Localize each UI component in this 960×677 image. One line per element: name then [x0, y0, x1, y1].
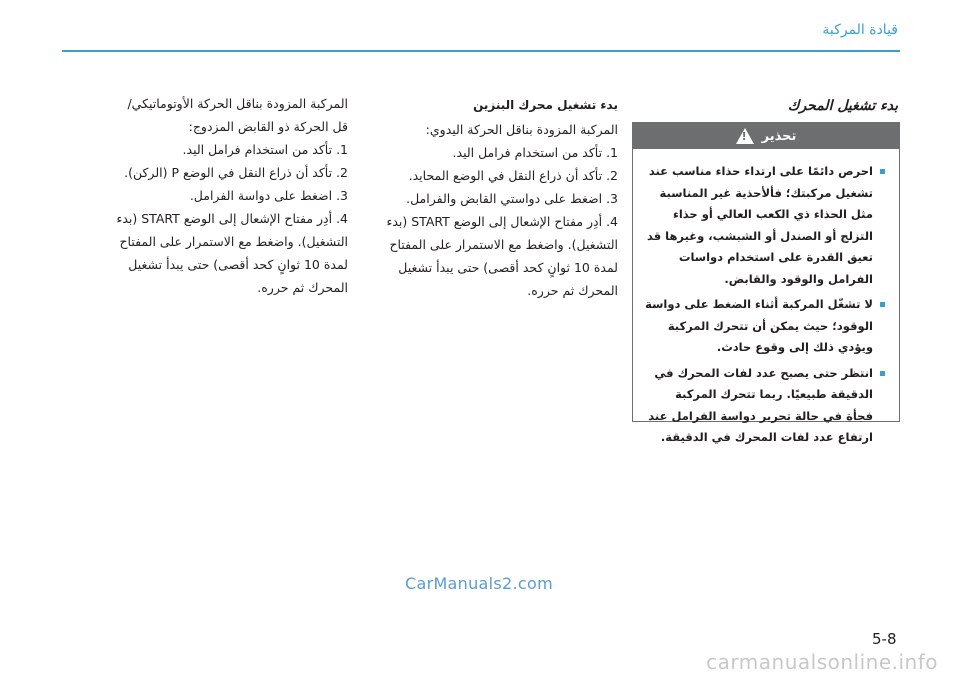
manual-transmission-steps: [368, 118, 618, 302]
footer-brand: carmanualsonline.info: [706, 650, 938, 674]
step-line: المركبة المزودة بناقل الحركة اليدوي:: [425, 122, 618, 137]
page-number: 5-8: [872, 630, 897, 648]
step-line: 4. أدِر مفتاح الإشعال إلى الوضع START (بدء: [386, 214, 618, 229]
warning-title: تحذير: [761, 128, 797, 144]
warning-item: لا تشغّل المركبة أثناء الضغط على دواسة الوقود؛ حيث يمكن أن تتحرك المركبة ويؤدي ذلك إلى وقوع حادث.: [645, 294, 885, 359]
watermark: CarManuals2.com: [405, 574, 553, 593]
section-title: قيادة المركبة: [822, 22, 898, 38]
step-line: التشغيل). واضغط مع الاستمرار على المفتاح: [389, 237, 618, 252]
step-line: 3. اضغط على دواسة الفرامل.: [189, 188, 348, 203]
step-line: 2. تأكد أن ذراع النقل في الوضع المحايد.: [408, 168, 618, 183]
warning-triangle-icon: [736, 128, 754, 144]
automatic-transmission-steps: [78, 92, 348, 299]
step-line: 1. تأكد من استخدام فرامل اليد.: [182, 142, 348, 157]
warning-header: [633, 123, 899, 149]
step-line: التشغيل). واضغط مع الاستمرار على المفتاح: [119, 234, 348, 249]
step-line: قل الحركة ذو القابض المزدوج:: [188, 119, 348, 134]
step-line: المركبة المزودة بناقل الحركة الأوتوماتيكي/: [127, 96, 348, 111]
step-line: 3. اضغط على دواستي القابض والفرامل.: [406, 191, 618, 206]
main-heading: بدء تشغيل المحرك: [787, 98, 898, 114]
step-line: 2. تأكد أن ذراع النقل في الوضع P (الركن).: [124, 165, 348, 180]
warning-item: انتظر حتى يصبح عدد لفات المحرك في الدقيقة طبيعيًا. ربما تتحرك المركبة فجأة في حالة تحرير دواسة الفرامل عند ارتفاع عدد لفات المحرك في الدقيقة.: [645, 363, 885, 449]
step-line: المحرك ثم حرره.: [257, 280, 348, 295]
warning-list: [633, 149, 899, 449]
step-line: 1. تأكد من استخدام فرامل اليد.: [452, 145, 618, 160]
step-line: لمدة 10 ثوانٍ كحد أقصى) حتى يبدأ تشغيل: [128, 257, 348, 272]
warning-item: احرص دائمًا على ارتداء حذاء مناسب عند تشغيل مركبتك؛ فألأحذية غير المناسبة مثل الحذاء ذي الكعب العالي أو حذاء التزلج أو الصندل أو الشبشب، وغيرها قد تعيق القدرة على استخدام دواسات الفرامل والوقود والقابض.: [645, 161, 885, 290]
column-heading: بدء تشغيل محرك البنزين: [473, 98, 618, 112]
step-line: 4. أدِر مفتاح الإشعال إلى الوضع START (بدء: [116, 211, 348, 226]
step-line: المحرك ثم حرره.: [527, 283, 618, 298]
warning-box: [632, 122, 900, 444]
header-divider: [62, 50, 900, 52]
step-line: لمدة 10 ثوانٍ كحد أقصى) حتى يبدأ تشغيل: [398, 260, 618, 275]
